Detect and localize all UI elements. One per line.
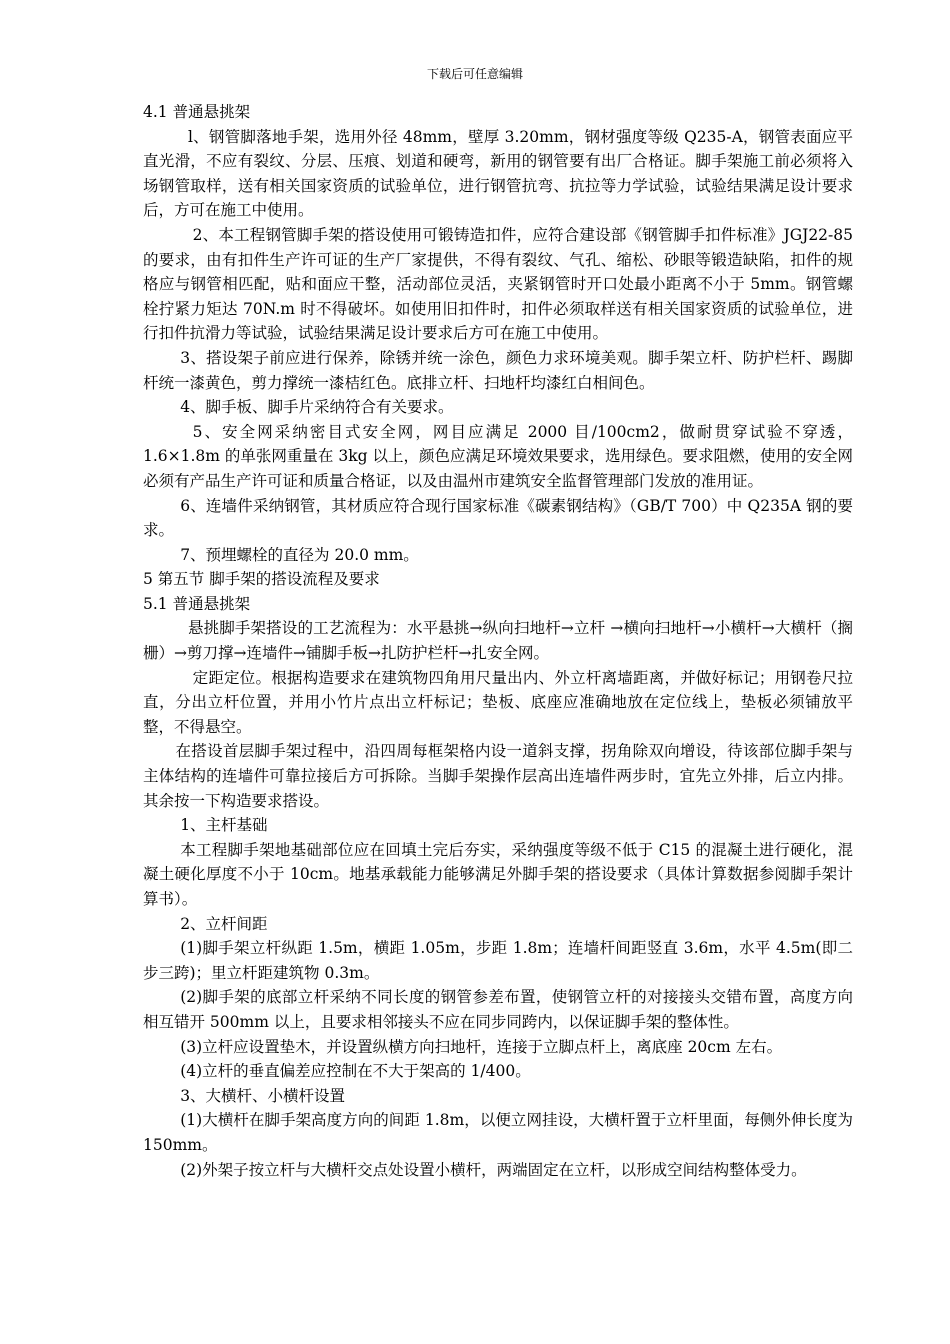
paragraph: 在搭设首层脚手架过程中，沿四周每框架格内设一道斜支撑，拐角除双向增设，待该部位脚手架与主体结构的连墙件可靠拉接后方可拆除。当脚手架操作层高出连墙件两步时，宜先立外排，后立内排。其余按一下构造要求搭设。: [143, 742, 853, 810]
paragraph: (2)外架子按立杆与大横杆交点处设置小横杆，两端固定在立杆，以形成空间结构整体受力。: [180, 1160, 807, 1179]
subheading: 2、立杆间距: [180, 914, 268, 933]
paragraph: (1)大横杆在脚手架高度方向的间距 1.8m，以便立网挂设，大横杆置于立杆里面，每侧外伸长度为 150mm。: [143, 1111, 853, 1154]
paragraph: l、钢管脚落地手架，选用外径 48mm，壁厚 3.20mm，钢材强度等级 Q235-A，钢管表面应平直光滑，不应有裂纹、分层、压痕、划道和硬弯，新用的钢管要有出厂合格证。脚手架施工前必须将入场钢管取样，送有相关国家资质的试验单位，进行钢管抗弯、抗拉等力学试验，试验结果满足设计要求后，方可在施工中使用。: [143, 127, 853, 220]
paragraph: 5、安全网采纳密目式安全网，网目应满足 2000 目/100cm2，做耐贯穿试验不穿透，1.6×1.8m 的单张网重量在 3kg 以上，颜色应满足环境效果要求，选用绿色。要求阻燃，使用的安全网必须有产品生产许可证和质量合格证，以及由温州市建筑安全监督管理部门发放的准用证。: [143, 422, 853, 490]
page-header: 下载后可任意编辑: [426, 67, 523, 81]
section-heading: 4.1 普通悬挑架: [143, 103, 251, 121]
subheading: 3、大横杆、小横杆设置: [180, 1086, 346, 1105]
paragraph: (4)立杆的垂直偏差应控制在不大于架高的 1/400。: [180, 1062, 531, 1081]
paragraph: 4、脚手板、脚手片采纳符合有关要求。: [180, 398, 454, 417]
paragraph: 7、预埋螺栓的直径为 20.0 mm。: [180, 545, 419, 564]
paragraph: 6、连墙件采纳钢管，其材质应符合现行国家标准《碳素钢结构》（GB/T 700）中 Q235A 钢的要求。: [143, 496, 853, 540]
paragraph: 本工程脚手架地基础部位应在回填土完后夯实，采纳强度等级不低于 C15 的混凝土进行硬化，混凝土硬化厚度不小于 10cm。地基承载能力能够满足外脚手架的搭设要求（具体计算数据参阅脚手架计算书）。: [143, 840, 853, 908]
paragraph: (3)立杆应设置垫木，并设置纵横方向扫地杆，连接于立脚点杆上，离底座 20cm 左右。: [180, 1037, 783, 1056]
section-heading: 5 第五节 脚手架的搭设流程及要求: [143, 570, 380, 589]
paragraph: 定距定位。根据构造要求在建筑物四角用尺量出内、外立杆离墙距离，并做好标记；用钢卷尺拉直，分出立杆位置，并用小竹片点出立杆标记；垫板、底座应准确地放在定位线上，垫板必须铺放平整，不得悬空。: [143, 668, 853, 736]
paragraph: 悬挑脚手架搭设的工艺流程为：水平悬挑→纵向扫地杆→立杆 →横向扫地杆→小横杆→大横杆（搁栅）→剪刀撑→连墙件→铺脚手板→扎防护栏杆→扎安全网。: [143, 619, 853, 663]
paragraph: (1)脚手架立杆纵距 1.5m，横距 1.05m，步距 1.8m；连墙杆间距竖直 3.6m，水平 4.5m(即二步三跨)；里立杆距建筑物 0.3m。: [143, 939, 853, 982]
section-heading: 5.1 普通悬挑架: [143, 594, 251, 613]
paragraph: 3、搭设架子前应进行保养，除锈并统一涂色，颜色力求环境美观。脚手架立杆、防护栏杆、踢脚杆统一漆黄色，剪力撑统一漆桔红色。底排立杆、扫地杆均漆红白相间色。: [143, 348, 853, 392]
document-body: [143, 100, 853, 1182]
paragraph: 2、本工程钢管脚手架的搭设使用可锻铸造扣件，应符合建设部《钢管脚手扣件标准》JGJ22-85 的要求，由有扣件生产许可证的生产厂家提供，不得有裂纹、气孔、缩松、砂眼等锻造缺陷，扣件的规格应与钢管相匹配，贴和面应干整，活动部位灵活，夹紧钢管时开口处最小距离不小于 5mm。钢管螺栓拧紧力矩达 70N.m 时不得破坏。如使用旧扣件时，扣件必须取样送有相关国家资质的试验单位，进行扣件抗滑力等试验，试验结果满足设计要求后方可在施工中使用。: [143, 225, 853, 343]
subheading: 1、主杆基础: [180, 816, 268, 835]
paragraph: (2)脚手架的底部立杆采纳不同长度的钢管参差布置，使钢管立杆的对接接头交错布置，高度方向相互错开 500mm 以上，且要求相邻接头不应在同步同跨内，以保证脚手架的整体性。: [143, 988, 853, 1031]
